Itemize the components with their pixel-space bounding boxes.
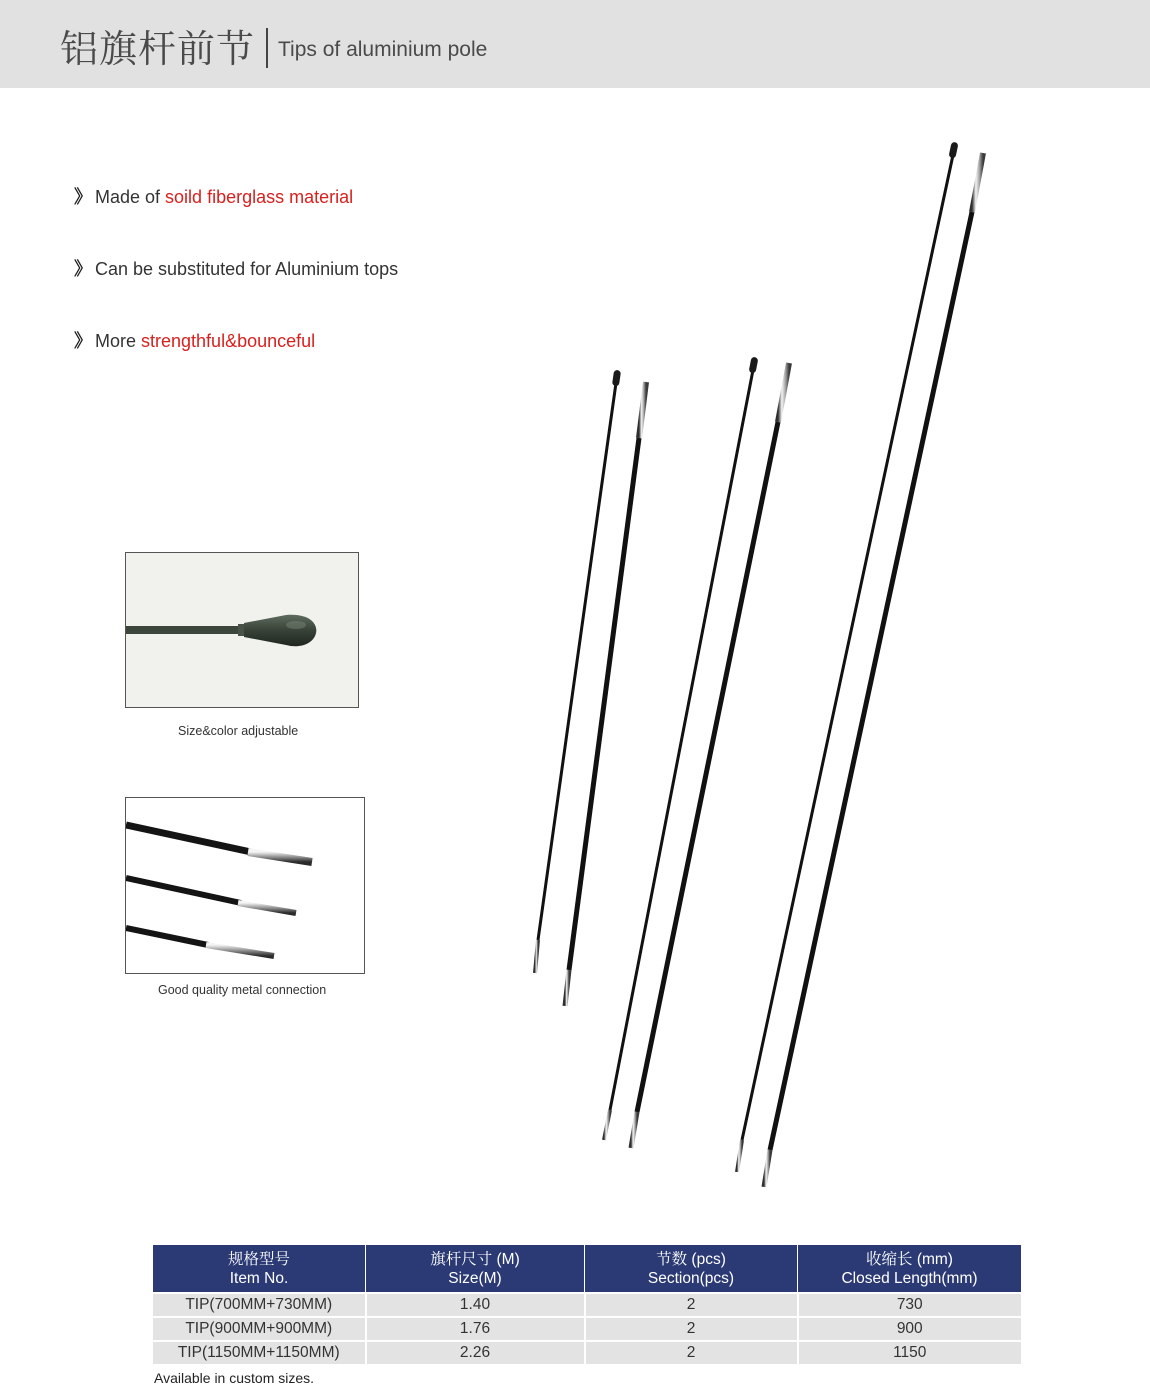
cell-closed-length: 730 bbox=[798, 1293, 1022, 1317]
table-header-row bbox=[153, 1245, 1021, 1293]
cap-photo-caption: Size&color adjustable bbox=[178, 724, 299, 738]
column-header bbox=[798, 1245, 1022, 1293]
feature-highlight: soild fiberglass material bbox=[165, 187, 354, 207]
header-cn: 收缩长 (mm) bbox=[866, 1250, 953, 1268]
cell-closed-length: 1150 bbox=[798, 1341, 1022, 1364]
chevron-right-icon: 》 bbox=[74, 187, 89, 207]
column-header bbox=[366, 1245, 585, 1293]
cell-sections: 2 bbox=[585, 1317, 798, 1341]
pole-pair-1 bbox=[535, 370, 646, 1006]
footnote: Available in custom sizes. bbox=[154, 1370, 315, 1386]
spec-table bbox=[153, 1245, 1021, 1364]
chevron-right-icon: 》 bbox=[74, 331, 89, 351]
table-row bbox=[153, 1341, 1021, 1364]
column-header bbox=[585, 1245, 798, 1293]
page-title-cn: 铝旗杆前节 bbox=[60, 27, 256, 71]
header-en: Item No. bbox=[229, 1269, 289, 1287]
chevron-right-icon: 》 bbox=[74, 259, 89, 279]
cell-sections: 2 bbox=[585, 1341, 798, 1364]
cell-size: 2.26 bbox=[366, 1341, 585, 1364]
connection-photo-caption: Good quality metal connection bbox=[158, 983, 327, 997]
column-header bbox=[153, 1245, 366, 1293]
header-cn: 规格型号 bbox=[227, 1250, 290, 1268]
table-row bbox=[153, 1317, 1021, 1341]
cell-size: 1.76 bbox=[366, 1317, 585, 1341]
feature-text: Can be substituted for Aluminium tops bbox=[95, 259, 399, 279]
header-en: Section(pcs) bbox=[647, 1269, 735, 1287]
header-en: Closed Length(mm) bbox=[841, 1269, 978, 1287]
table-row bbox=[153, 1293, 1021, 1317]
cell-item-no: TIP(900MM+900MM) bbox=[153, 1317, 366, 1341]
page-title-en: Tips of aluminium pole bbox=[278, 38, 488, 61]
pole-pair-3 bbox=[737, 142, 983, 1187]
cell-item-no: TIP(700MM+730MM) bbox=[153, 1293, 366, 1317]
cell-size: 1.40 bbox=[366, 1293, 585, 1317]
header-cn: 节数 (pcs) bbox=[656, 1250, 726, 1268]
cell-closed-length: 900 bbox=[798, 1317, 1022, 1341]
feature-text: Made of bbox=[95, 187, 166, 207]
cell-sections: 2 bbox=[585, 1293, 798, 1317]
cell-item-no: TIP(1150MM+1150MM) bbox=[153, 1341, 366, 1364]
feature-text: More bbox=[95, 331, 142, 351]
header-en: Size(M) bbox=[448, 1269, 502, 1287]
feature-highlight: strengthful&bounceful bbox=[141, 331, 316, 351]
header-cn: 旗杆尺寸 (M) bbox=[430, 1250, 520, 1268]
